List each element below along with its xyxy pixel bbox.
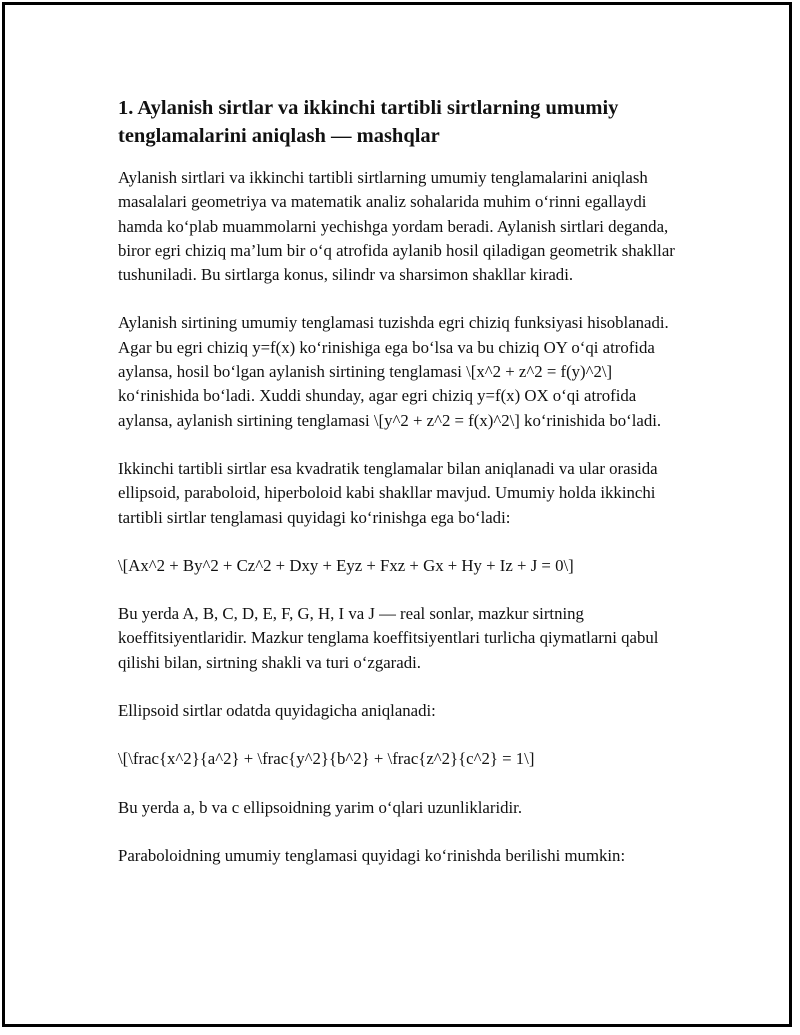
paragraph-semi-axes: Bu yerda a, b va c ellipsoidning yarim o‘qlari uzunliklaridir. xyxy=(118,797,523,817)
paragraph-coefficients: Bu yerda A, B, C, D, E, F, G, H, I va J — real sonlar, mazkur sirtning koeffitsiyentlaridir. Mazkur tenglama koeffitsiyentlari turlicha qiymatlarni qabul qilishi bilan, sirtning shakli va turi o‘zgaradi. xyxy=(118,604,659,672)
paragraph-paraboloid-intro: Paraboloidning umumiy tenglamasi quyidagi ko‘rinishda berilishi mumkin: xyxy=(118,845,626,865)
paragraph-ellipsoid-intro: Ellipsoid sirtlar odatda quyidagicha aniqlanadi: xyxy=(118,701,436,721)
document-body xyxy=(118,94,693,892)
paragraph-rotation-equation: Aylanish sirtining umumiy tenglamasi tuzishda egri chiziq funksiyasi hisoblanadi. Agar bu egri chiziq y=f(x) ko‘rinishiga ega bo‘lsa va bu chiziq OY o‘qi atrofida aylansa, hosil bo‘lgan aylanish sirtining tenglamasi \[x^2 + z^2 = f(y)^2\] ko‘rinishida bo‘ladi. Xuddi shunday, agar egri chiziq y=f(x) OX o‘qi atrofida aylansa, aylanish sirtining tenglamasi \[y^2 + z^2 = f(x)^2\] ko‘rinishida bo‘ladi. xyxy=(118,313,669,430)
paragraph-intro: Aylanish sirtlari va ikkinchi tartibli sirtlarning umumiy tenglamalarini aniqlash masalalari geometriya va matematik analiz sohalarida muhim o‘rinni egallaydi hamda ko‘plab muammolarni yechishga yordam beradi. Aylanish sirtlari deganda, biror egri chiziq ma’lum bir o‘q atrofida aylanib hosil qiladigan geometrik shakllar tushuniladi. Bu sirtlarga konus, silindr va sharsimon shakllar kiradi. xyxy=(118,168,675,285)
general-quadric-formula: \[Ax^2 + By^2 + Cz^2 + Dxy + Eyz + Fxz + Gx + Hy + Iz + J = 0\] xyxy=(118,555,574,575)
paragraph-second-order: Ikkinchi tartibli sirtlar esa kvadratik tenglamalar bilan aniqlanadi va ular orasida ellipsoid, paraboloid, hiperboloid kabi shakllar mavjud. Umumiy holda ikkinchi tartibli sirtlar tenglamasi quyidagi ko‘rinishga ega bo‘ladi: xyxy=(118,458,658,527)
document-title: 1. Aylanish sirtlar va ikkinchi tartibli sirtlarning umumiy tenglamalarini aniqlash — mashqlar xyxy=(118,97,619,147)
ellipsoid-formula: \[\frac{x^2}{a^2} + \frac{y^2}{b^2} + \frac{z^2}{c^2} = 1\] xyxy=(118,749,535,769)
